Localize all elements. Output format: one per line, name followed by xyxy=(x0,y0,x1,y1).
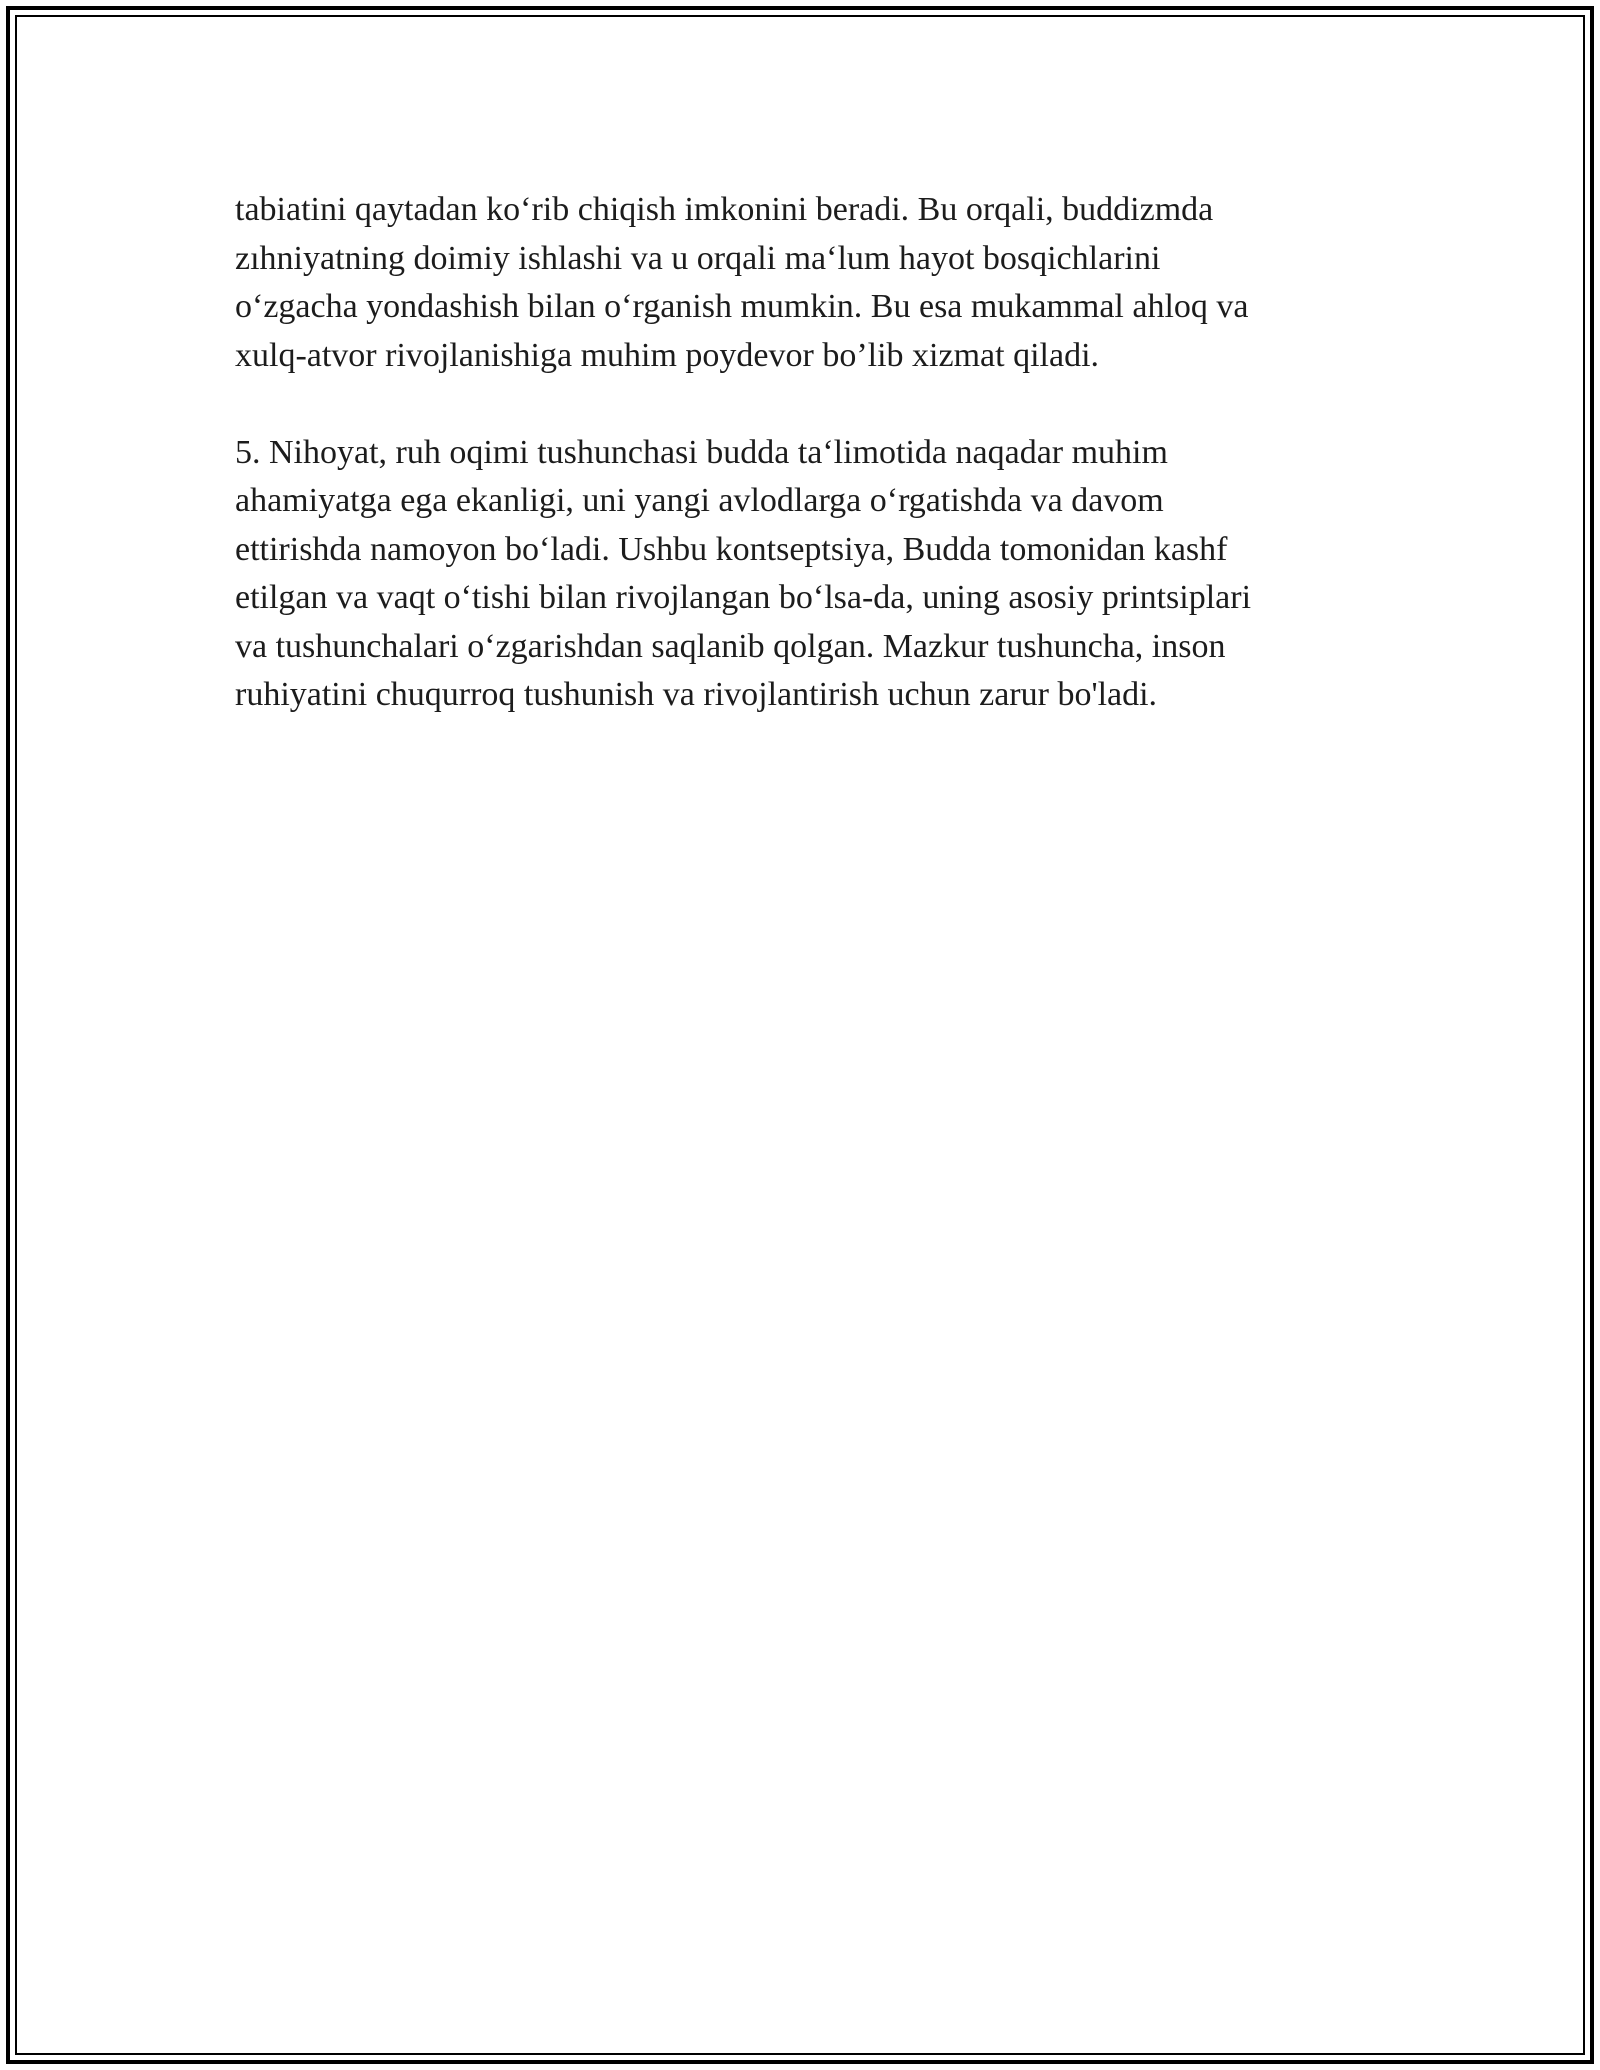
text-line: zıhniyatning doimiy ishlashi va u orqali ma‘lum hayot bosqichlarini xyxy=(235,239,1161,277)
paragraph-spacer xyxy=(235,380,1375,429)
paragraph-point-5 xyxy=(235,429,1375,720)
text-line: ruhiyatini chuqurroq tushunish va rivojlantirish uchun zarur bo'ladi. xyxy=(235,676,1158,713)
text-line: ahamiyatga ega ekanligi, uni yangi avlodlarga o‘rgatishda va davom xyxy=(235,482,1164,519)
text-line: etilgan va vaqt o‘tishi bilan rivojlangan bo‘lsa-da, uning asosiy printsiplari xyxy=(235,579,1252,616)
document-body xyxy=(235,186,1375,720)
text-line: ettirishda namoyon bo‘ladi. Ushbu kontseptsiya, Budda tomonidan kashf xyxy=(235,530,1228,568)
text-line: 5. Nihoyat, ruh oqimi tushunchasi budda ta‘limotida naqadar muhim xyxy=(235,433,1168,471)
text-line: tabiatini qaytadan ko‘rib chiqish imkonini beradi. Bu orqali, buddizmda xyxy=(235,191,1214,228)
text-line: va tushunchalari o‘zgarishdan saqlanib qolgan. Mazkur tushuncha, inson xyxy=(235,627,1226,665)
paragraph-continuation xyxy=(235,186,1375,380)
text-line: xulq-atvor rivojlanishiga muhim poydevor bo’lib xizmat qiladi. xyxy=(235,336,1100,374)
text-line: o‘zgacha yondashish bilan o‘rganish mumkin. Bu esa mukammal ahloq va xyxy=(235,288,1249,325)
